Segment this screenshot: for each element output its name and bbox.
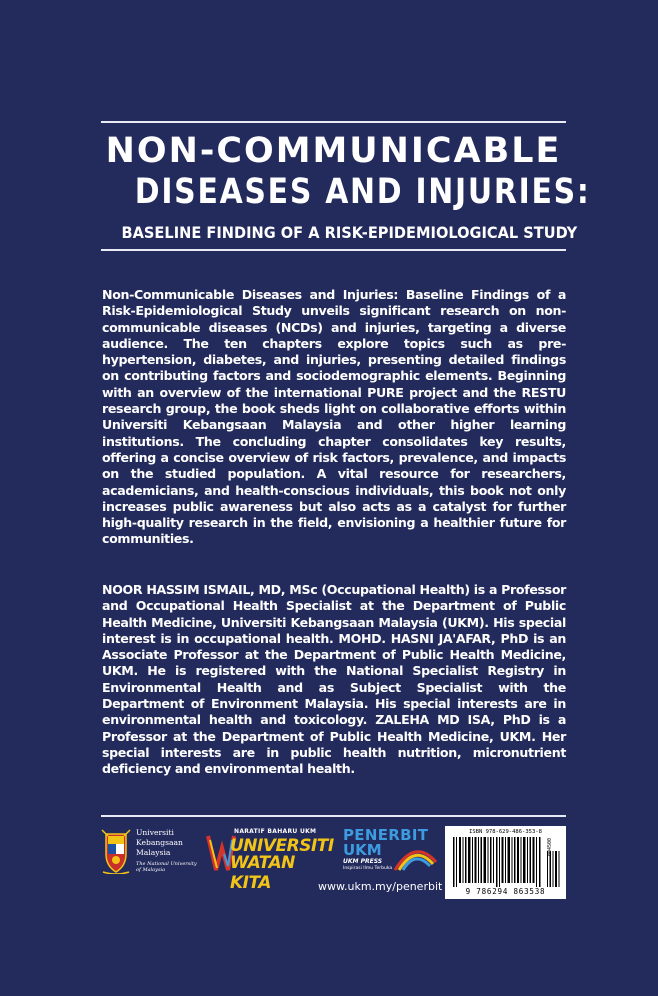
- ukm-line-3: Malaysia: [136, 848, 171, 857]
- ukm-name: [136, 828, 183, 858]
- ukm-tagline: [136, 861, 197, 873]
- ukm-crest-icon: [100, 828, 132, 874]
- footer-rule: [101, 815, 566, 817]
- title-line-2: DISEASES AND INJURIES:: [134, 172, 591, 212]
- penerbit-label: PENERBIT: [343, 826, 429, 844]
- wk-line-1: UNIVERSITI: [230, 836, 334, 856]
- penerbit-rainbow-icon: [393, 842, 438, 872]
- publisher-url[interactable]: www.ukm.my/penerbit: [318, 880, 443, 893]
- title-line-1: NON-COMMUNICABLE: [105, 131, 562, 171]
- barcode-bars-icon: [453, 837, 543, 887]
- synopsis-paragraph: Non-Communicable Diseases and Injuries: Baseline Findings of a Risk-Epidemiological Study unveils significant research on non-communicable diseases (NCDs) and injuries, targeting a diverse audience. The ten chapters explore topics such as pre-hypertension, diabetes, and injuries, presenting detailed findings on contributing factors and sociodemographic elements. Beginning with an overview of the international PURE project and the RESTU research group, the book sheds light on collaborative efforts within Universiti Kebangsaan Malaysia and other higher learning institutions. The concluding chapter consolidates key results, offering a concise overview of risk factors, prevalence, and impacts on the studied population. A vital resource for researchers, academicians, and health-conscious individuals, this book not only increases public awareness but also acts as a catalyst for further high-quality research in the field, envisioning a healthier future for communities.: [102, 287, 566, 547]
- penerbit-slogan: Inspirasi Ilmu Terbuka: [343, 866, 393, 871]
- ukm-line-2: Kebangsaan: [136, 838, 183, 847]
- isbn-digits: 9 786294 863538: [465, 887, 546, 896]
- bottom-title-rule: [101, 249, 566, 251]
- ukm-line-1: Universiti: [136, 828, 174, 837]
- wk-line-2: WATAN KITA: [230, 853, 295, 893]
- ukm-tag-2: of Malaysia: [136, 867, 166, 873]
- price-code: 004500: [547, 838, 553, 857]
- penerbit-ukm-logo: [343, 826, 438, 878]
- isbn-barcode: [445, 826, 566, 899]
- ukm-tag-1: The National University: [136, 861, 197, 867]
- universiti-watan-kita-logo: [206, 828, 338, 893]
- ukm-label: UKM: [343, 841, 382, 859]
- authors-paragraph: NOOR HASSIM ISMAIL, MD, MSc (Occupational Health) is a Professor and Occupational Health Specialist at the Department of Public Health Medicine, Universiti Kebangsaan Malaysia (UKM). His special interest is in occupational health. MOHD. HASNI JA'AFAR, PhD is an Associate Professor at the Department of Public Health Medicine, UKM. He is registered with the National Specialist Registry in Environmental Health and as Subject Specialist with the Department of Environment Malaysia. His special interests are in environmental health and toxicology. ZALEHA MD ISA, PhD is a Professor at the Department of Public Health Medicine, UKM. Her special interests are in public health nutrition, micronutrient deficiency and environmental health.: [102, 582, 566, 777]
- isbn-label: ISBN 978-629-486-353-8: [469, 829, 542, 835]
- ukm-logo: [100, 826, 205, 878]
- wk-tagline: NARATIF BAHARU UKM: [234, 828, 317, 835]
- ukm-press-label: UKM PRESS: [343, 858, 383, 865]
- subtitle: BASELINE FINDING OF A RISK-EPIDEMIOLOGICAL STUDY: [121, 223, 578, 242]
- top-rule: [101, 121, 566, 123]
